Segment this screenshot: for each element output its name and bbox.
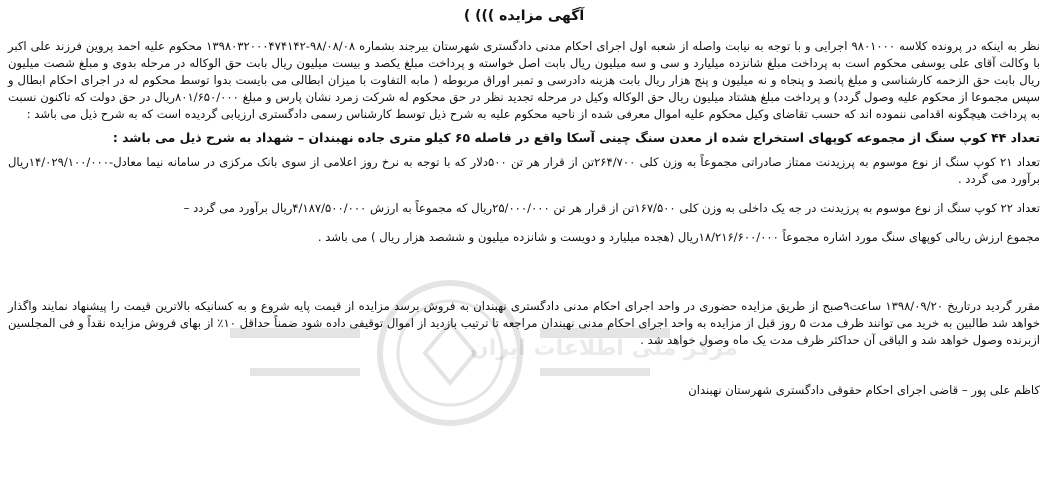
judge-signature: کاظم علی پور – قاضی اجرای احکام حقوقی دادگستری شهرستان نهبندان [688,383,1040,397]
notice-title: آگهی مزایده ))) ) [463,8,585,24]
notice-intro-paragraph: نظر به اینکه در پرونده کلاسه ۹۸۰۱۰۰۰ اجرایی و با توجه به نیابت واصله از شعبه اول اجرای احکام مدنی دادگستری شهرستان بیرجند بشماره ۹۸/۰۸/۰۸-۱۳۹۸۰۳۲۰۰۰۴۷۴۱۴۲ محکوم علیه احمد پروین فرزند علی اکبر با وکالت آقای علی یوسفی محکوم است به پرداخت مبلغ شانزده میلیارد و سی و سه میلیون ریال بابت اصل خواسته و پرداخت مبلغ یکصد و بیست میلیون ریال بابت حق الوکاله در مرحله بدوی و مبلغ شصت میلیون ریال بابت حق الزحمه کارشناسی و مبلغ پانصد و پنجاه و نه میلیون و پنج هزار ریال بابت هزینه دادرسی و تمبر اوراق مربوطه ( مابه التفاوت با میزان ابطالی می بایست بدوا توسط محکوم له در اجرای احکام ابطال و سپس مجموعا از محکوم علیه وصول گردد) و پرداخت مبلغ هشتاد میلیون ریال حق الوکاله وکیل در مرحله تجدید نظر در حق محکوم له شرکت زمرد نشان پارس و مبلغ ۸۰۱/۶۵۰/۰۰۰ریال در حق دولت که تاکنون نسبت به پرداخت هیچگونه اقدامی ننموده اند که حسب تقاضای وکیل محکوم علیه اموال معرفی شده از ناحیه محکوم علیه به شرح ذیل توسط کارشناس رسمی دادگستری ارزیابی گردیده است که به شرح ذیل می باشد : [8,39,1041,121]
auction-terms-paragraph: مقرر گردید درتاریخ ۱۳۹۸/۰۹/۲۰ ساعت۹صبح از طریق مزایده حضوری در واحد اجرای احکام مدنی دادگستری نهبندان به فروش برسد مزایده از قیمت پایه شروع و به کسانیکه بالاترین قیمت را پیشنهاد نمایند واگذار خواهد شد طالبین به خرید می توانند ظرف مدت ۵ روز قبل از مزایده به واحد اجرای احکام مدنی نهبندان مراجعه تا ترتیب بازدید از اموال توقیفی داده شود ضمناً حداقل ۱۰٪ از بهای فروش مزایده نقداً و فی المجلسین ازبرنده وصول خواهد شد و الباقی آن حداکثر ظرف مدت یک ماه وصول خواهد شد . [8,299,1040,347]
watermark-text: مرکز ملی اطلاعات ایران [470,336,738,361]
item-2-paragraph: تعداد ۲۲ کوپ سنگ از نوع موسوم به پرزیدنت در جه یک داخلی به وزن کلی ۱۶۷/۵۰۰تن از قرار هر تن ۲۵/۰۰۰/۰۰۰ریال که مجموعاً به ارزش ۴/۱۸۷/۵۰۰/۰۰۰ریال برآورد می گردد – [183,201,1040,215]
items-heading: تعداد ۴۴ کوپ سنگ از مجموعه کوپهای استخراج شده از معدن سنگ چینی آسکا واقع در فاصله ۶۵ کیلو متری جاده نهبندان – شهداد به شرح ذیل می باشد : [112,130,1040,145]
item-1-paragraph: تعداد ۲۱ کوپ سنگ از نوع موسوم به پرزیدنت ممتاز صادراتی مجموعاً به وزن کلی ۲۶۴/۷۰۰تن از قرار هر تن ۵۰۰دلار که با توجه به نرخ روز اعلامی از سوی بانک مرکزی در سامانه نیما معادل-۱۴/۰۲۹/۱۰۰/۰۰۰ریال برآورد می گردد . [8,155,1040,186]
total-value-paragraph: مجموع ارزش ریالی کوپهای سنگ مورد اشاره مجموعاً ۱۸/۲۱۶/۶۰۰/۰۰۰ریال (هجده میلیارد و دویست و شانزده میلیون و ششصد هزار ریال ) می باشد . [317,230,1040,244]
